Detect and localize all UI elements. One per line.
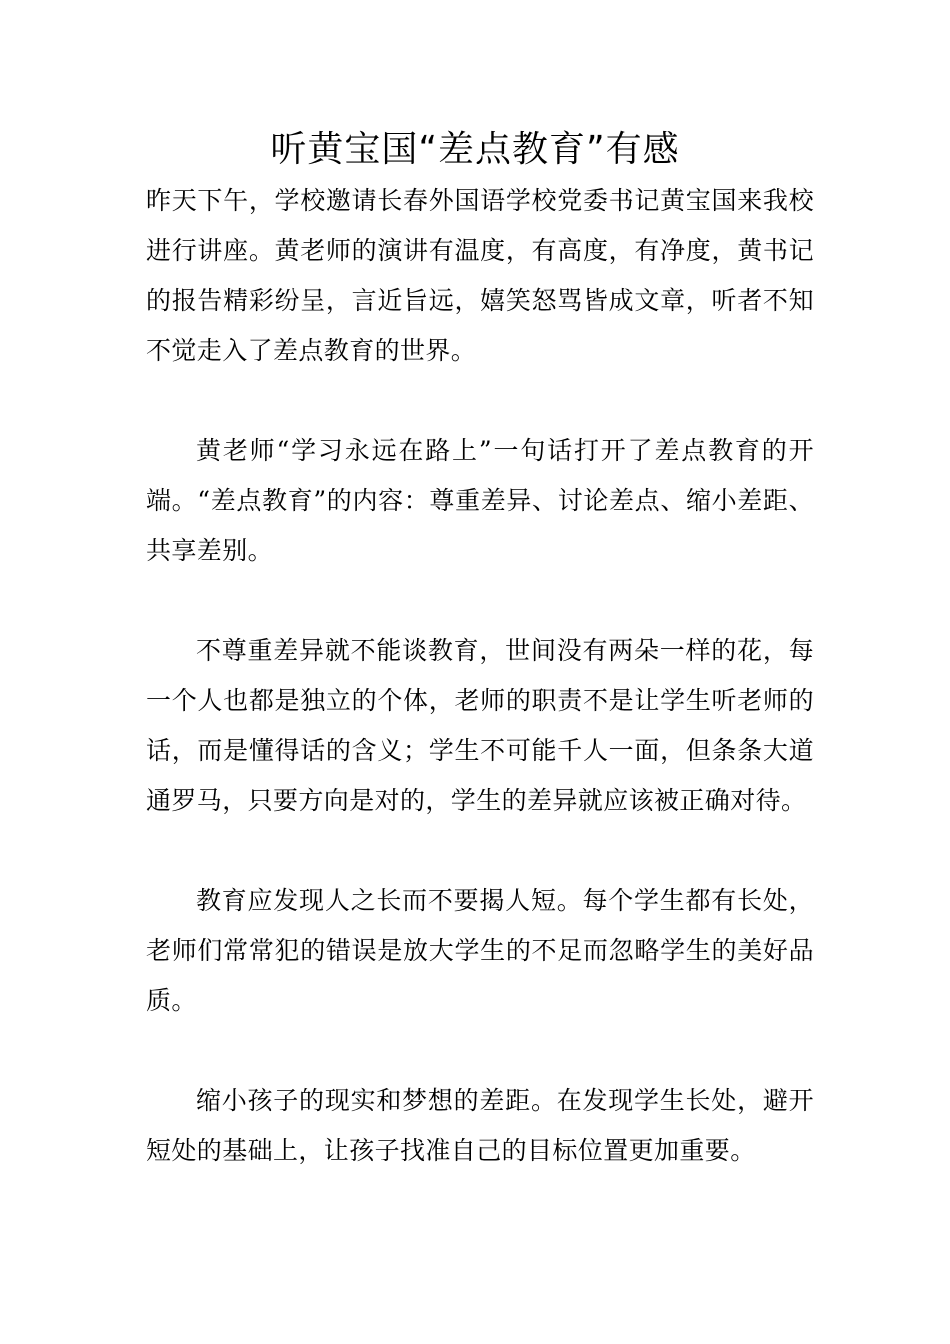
document-body: [146, 176, 814, 1226]
paragraph-narrow-gap: 缩小孩子的现实和梦想的差距。在发现学生长处，避开短处的基础上，让孩子找准自己的目标位置更加重要。: [146, 1086, 814, 1165]
paragraph-intro: 昨天下午，学校邀请长春外国语学校党委书记黄宝国来我校进行讲座。黄老师的演讲有温度，有高度，有净度，黄书记的报告精彩纷呈，言近旨远，嬉笑怒骂皆成文章，听者不知不觉走入了差点教育的世界。: [146, 186, 814, 365]
document-title: 听黄宝国“差点教育”有感: [270, 129, 680, 170]
paragraph-learning: 黄老师“学习永远在路上”一句话打开了差点教育的开端。“差点教育”的内容：尊重差异、讨论差点、缩小差距、共享差别。: [146, 436, 814, 565]
paragraph-respect-difference: 不尊重差异就不能谈教育，世间没有两朵一样的花，每一个人也都是独立的个体，老师的职责不是让学生听老师的话，而是懂得话的含义；学生不可能千人一面，但条条大道通罗马，只要方向是对的，学生的差异就应该被正确对待。: [146, 636, 814, 815]
paragraph-strengths: 教育应发现人之长而不要揭人短。每个学生都有长处，老师们常常犯的错误是放大学生的不足而忽略学生的美好品质。: [146, 886, 814, 1015]
